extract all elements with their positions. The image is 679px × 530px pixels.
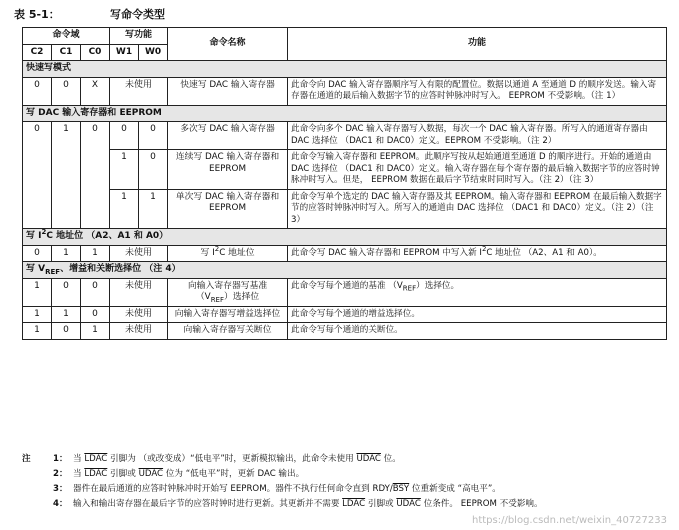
cell-c2: 0 [23, 122, 52, 229]
header-c2: C2 [23, 44, 52, 61]
cell-c1: 0 [52, 323, 81, 340]
cell-function: 此命令写 DAC 输入寄存器和 EEPROM 中写入新 $I^2C$ 地址位 （A2、A1 和 A0）。 [288, 245, 667, 262]
cell-cmd-name: 向输入寄存器写关断位 [168, 323, 288, 340]
cell-c2: 1 [23, 323, 52, 340]
cell-write-func: 未使用 [110, 306, 168, 323]
table-row [23, 306, 667, 323]
header-w0: W0 [139, 44, 168, 61]
cell-write-func: 未使用 [110, 77, 168, 105]
cell-c1: 1 [52, 245, 81, 262]
cell-function: 此命令向 DAC 输入寄存器顺序写入有限的配置位。数据以通道 A 至通道 D 的顺序发送。输入寄存器在通道的最后输入数据字节的应答时钟脉冲时写入。 EEPROM 不受影响。（注 1） [288, 77, 667, 105]
cell-w1: 1 [110, 150, 139, 190]
cell-c0: 0 [81, 278, 110, 306]
note-1: 1： 当 LDAC 引脚为 （或改变成）“低电平”时，更新模拟输出，此命令未使用 UDAC 位。 [53, 454, 401, 464]
cell-write-func: 未使用 [110, 245, 168, 262]
section-i2c-address: 写 $I^2C$ 地址位 （A2、A1 和 A0） [23, 229, 667, 246]
section-vref-gain-pd: 写 $V_{REF}$、增益和关断选择位 （注 4） [23, 262, 667, 279]
table-caption [14, 6, 165, 22]
write-command-table [22, 27, 667, 340]
header-c1: C1 [52, 44, 81, 61]
cell-w1: 0 [110, 122, 139, 150]
header-c0: C0 [81, 44, 110, 61]
cell-w0: 0 [139, 122, 168, 150]
cell-write-func: 未使用 [110, 278, 168, 306]
cell-c1: 1 [52, 122, 81, 229]
cell-c0: X [81, 77, 110, 105]
cell-function: 此命令写每个通道的基准 $(V_{REF})$选择位。 [288, 278, 667, 306]
table-row [23, 77, 667, 105]
cell-c2: 0 [23, 77, 52, 105]
cell-function: 此命令写单个选定的 DAC 输入寄存器及其 EEPROM。输入寄存器和 EEPROM 在最后输入数据字节的应答时钟脉冲时写入。所写入的通道由 DAC 选择位 （DAC1 和 DAC0）定义。（注 2）（注 3） [288, 189, 667, 229]
cell-c0: 0 [81, 122, 110, 229]
cell-c0: 0 [81, 306, 110, 323]
table-number: 表 5-1： [14, 8, 60, 21]
cell-c2: 1 [23, 278, 52, 306]
cell-cmd-name: 向输入寄存器写基准 $(V_{REF})$选择位 [168, 278, 288, 306]
cell-c0: 1 [81, 245, 110, 262]
cell-c1: 0 [52, 278, 81, 306]
cell-w0: 1 [139, 189, 168, 229]
cell-w1: 1 [110, 189, 139, 229]
header-w1: W1 [110, 44, 139, 61]
table-row [23, 122, 667, 150]
section-row [23, 262, 667, 279]
cell-cmd-name: 快速写 DAC 输入寄存器 [168, 77, 288, 105]
section-row [23, 61, 667, 78]
section-dac-eeprom: 写 DAC 输入寄存器和 EEPROM [23, 105, 667, 122]
table-row [23, 150, 667, 190]
cell-c0: 1 [81, 323, 110, 340]
table-row [23, 323, 667, 340]
header-row-1 [23, 28, 667, 45]
cell-function: 此命令写每个通道的关断位。 [288, 323, 667, 340]
header-function: 功能 [288, 28, 667, 61]
header-write-func: 写功能 [110, 28, 168, 45]
table-title: 写命令类型 [110, 8, 165, 21]
header-cmd-field: 命令域 [23, 28, 110, 45]
watermark: https://blog.csdn.net/weixin_40727233 [471, 515, 667, 526]
section-fast-write: 快速写模式 [23, 61, 667, 78]
cell-cmd-name: 写 $I^2C$ 地址位 [168, 245, 288, 262]
cell-cmd-name: 多次写 DAC 输入寄存器 [168, 122, 288, 150]
table-row [23, 245, 667, 262]
cell-c2: 0 [23, 245, 52, 262]
cell-cmd-name: 连续写 DAC 输入寄存器和 EEPROM [168, 150, 288, 190]
notes-heading: 注 [22, 454, 31, 464]
section-row [23, 229, 667, 246]
note-4: 4： 输入和输出寄存器在最后字节的应答时钟时进行更新。其更新并不需要 LDAC 引脚或 UDAC 位条件。 EEPROM 不受影响。 [53, 499, 543, 509]
cell-function: 此命令向多个 DAC 输入寄存器写入数据，每次一个 DAC 输入寄存器。所写入的通道寄存器由 DAC 选择位 （DAC1 和 DAC0）定义。EEPROM 不受影响。（注 2） [288, 122, 667, 150]
cell-c2: 1 [23, 306, 52, 323]
cell-cmd-name: 向输入寄存器写增益选择位 [168, 306, 288, 323]
table-row [23, 189, 667, 229]
note-2: 2： 当 LDAC 引脚或 UDAC 位为 “低电平”时，更新 DAC 输出。 [53, 469, 305, 479]
note-3: 3： 器件在最后通道的应答时钟脉冲时开始写 EEPROM。器件不执行任何命令直到 RDY/$\overline{BSY}$ 位重新变成 “高电平”。 [53, 484, 501, 494]
cell-cmd-name: 单次写 DAC 输入寄存器和 EEPROM [168, 189, 288, 229]
cell-c1: 1 [52, 306, 81, 323]
header-cmd-name: 命令名称 [168, 28, 288, 61]
cell-c1: 0 [52, 77, 81, 105]
cell-function: 此命令写输入寄存器和 EEPROM。此顺序写按从起始通道至通道 D 的顺序进行。开始的通道由 DAC 选择位 （DAC1 和 DAC0）定义。输入寄存器在每个寄存器的最后输入数据字节的应答时钟脉冲时写入。但是， EEPROM 数据在最后字节结束时同时写入。（注 2）（注 3） [288, 150, 667, 190]
section-row [23, 105, 667, 122]
cell-w0: 0 [139, 150, 168, 190]
cell-function: 此命令写每个通道的增益选择位。 [288, 306, 667, 323]
cell-write-func: 未使用 [110, 323, 168, 340]
table-row [23, 278, 667, 306]
